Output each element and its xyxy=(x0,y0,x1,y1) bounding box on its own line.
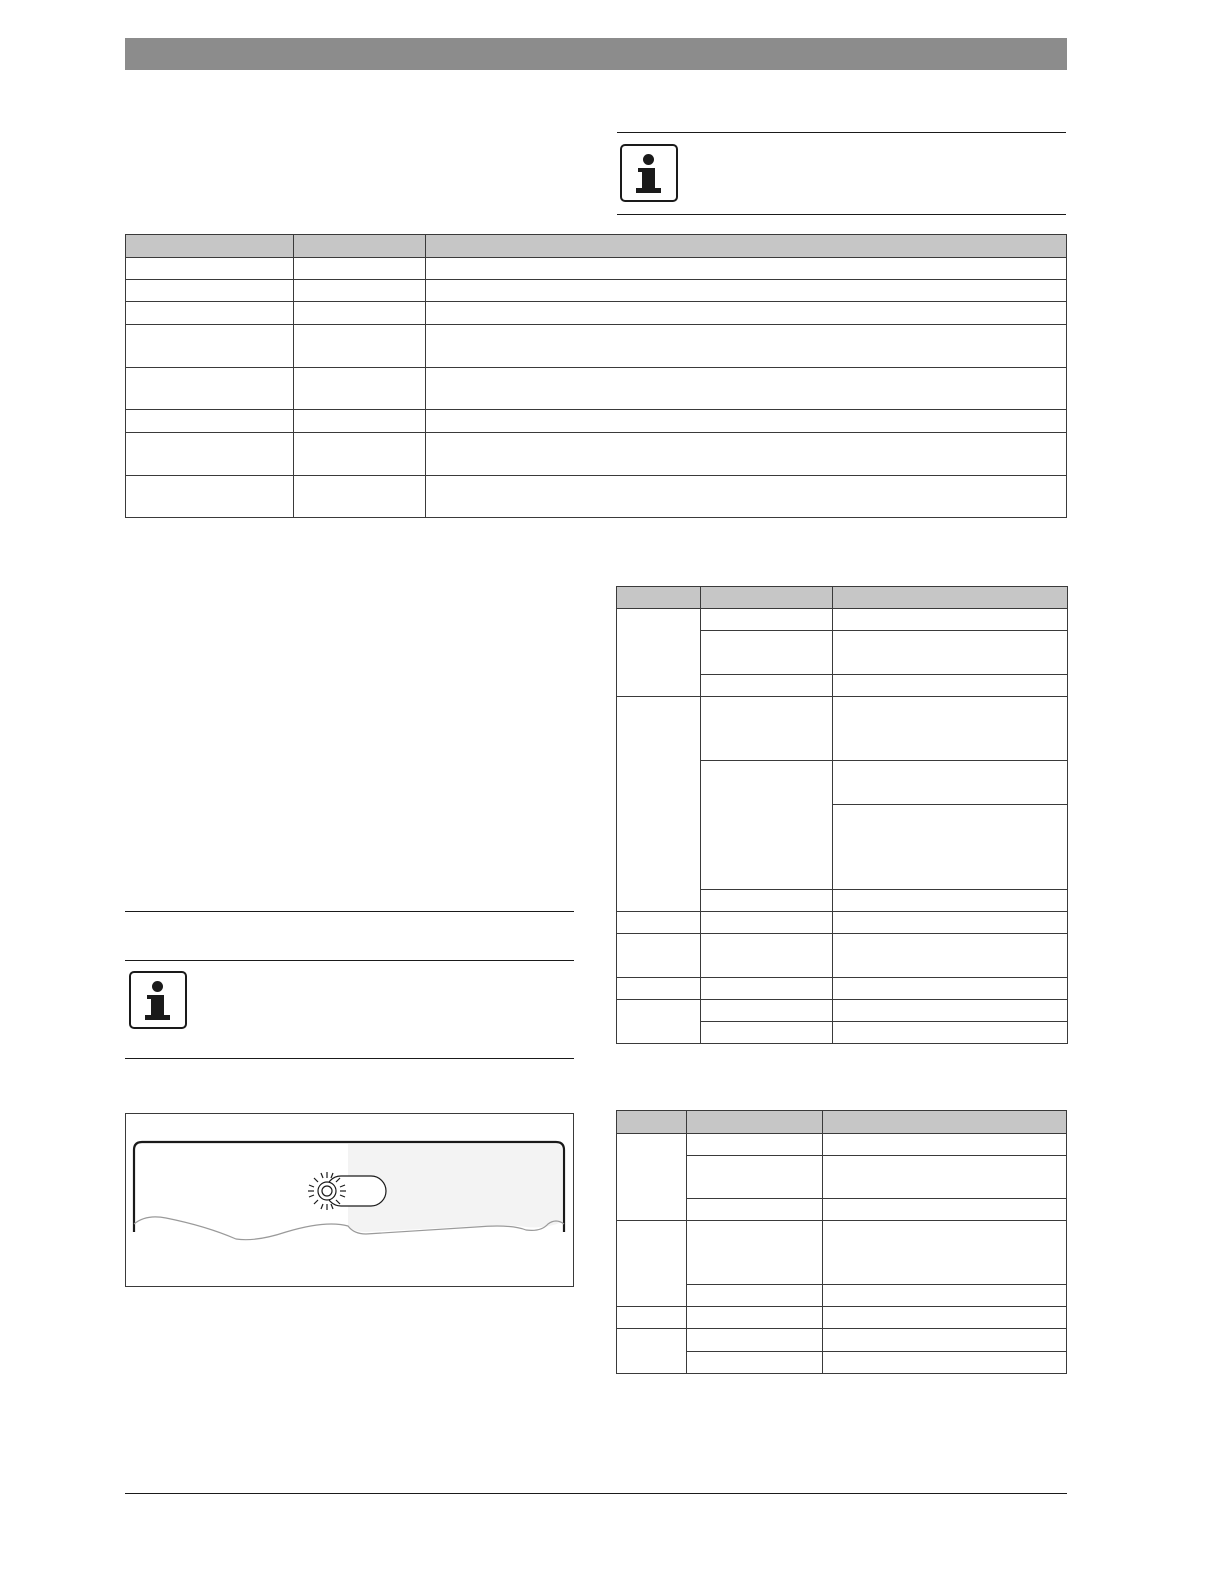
side-table-header-cell xyxy=(700,586,833,609)
table-cell xyxy=(700,608,833,631)
table-cell xyxy=(686,1284,823,1307)
table-cell xyxy=(616,977,701,1000)
notice-top-rule xyxy=(125,911,574,912)
table-cell xyxy=(125,324,294,368)
table-cell xyxy=(700,933,833,978)
table-cell xyxy=(425,367,1067,410)
table-cell xyxy=(832,630,1068,675)
table-cell xyxy=(125,279,294,302)
main-table-header-cell xyxy=(425,234,1067,258)
table-cell xyxy=(832,1021,1068,1044)
table-cell xyxy=(616,696,701,912)
notice-divider-rule xyxy=(125,960,574,961)
table-cell xyxy=(616,608,701,697)
table-cell xyxy=(832,804,1068,890)
control-panel-drawing xyxy=(126,1114,575,1288)
table-cell xyxy=(822,1284,1067,1307)
table-cell xyxy=(686,1306,823,1329)
table-cell xyxy=(700,911,833,934)
table-cell xyxy=(616,1133,687,1221)
table-cell xyxy=(293,301,426,325)
table-cell xyxy=(822,1220,1067,1285)
table-cell xyxy=(293,367,426,410)
main-table-header-cell xyxy=(293,234,426,258)
table-cell xyxy=(425,409,1067,433)
main-table-header-cell xyxy=(125,234,294,258)
table-cell xyxy=(293,257,426,280)
table-cell xyxy=(686,1155,823,1199)
table-cell xyxy=(616,1306,687,1329)
table-cell xyxy=(822,1133,1067,1156)
table-cell xyxy=(700,1021,833,1044)
table-cell xyxy=(425,324,1067,368)
table-cell xyxy=(832,696,1068,761)
table-cell xyxy=(832,933,1068,978)
side-table-header-cell xyxy=(616,1110,687,1134)
table-cell xyxy=(832,977,1068,1000)
control-panel-figure xyxy=(125,1113,574,1287)
table-cell xyxy=(425,301,1067,325)
table-cell xyxy=(700,999,833,1022)
table-cell xyxy=(125,301,294,325)
table-cell xyxy=(822,1155,1067,1199)
table-cell xyxy=(425,279,1067,302)
table-cell xyxy=(616,911,701,934)
side-table-header-cell xyxy=(616,586,701,609)
table-cell xyxy=(425,432,1067,476)
table-cell xyxy=(686,1328,823,1352)
table-cell xyxy=(832,889,1068,912)
table-cell xyxy=(616,1220,687,1307)
table-cell xyxy=(822,1328,1067,1352)
table-cell xyxy=(686,1133,823,1156)
table-cell xyxy=(616,933,701,978)
table-cell xyxy=(616,1328,687,1374)
info-icon xyxy=(129,971,187,1029)
side-table-header-cell xyxy=(686,1110,823,1134)
table-cell xyxy=(293,432,426,476)
table-cell xyxy=(832,760,1068,805)
footer-rule xyxy=(125,1493,1067,1494)
table-cell xyxy=(125,475,294,518)
table-cell xyxy=(125,367,294,410)
table-cell xyxy=(293,475,426,518)
table-cell xyxy=(700,630,833,675)
table-cell xyxy=(686,1198,823,1221)
table-cell xyxy=(700,696,833,761)
table-cell xyxy=(832,911,1068,934)
table-cell xyxy=(700,760,833,890)
table-cell xyxy=(700,674,833,697)
table-cell xyxy=(616,999,701,1044)
table-cell xyxy=(686,1220,823,1285)
side-table-header-cell xyxy=(832,586,1068,609)
info-icon xyxy=(620,144,678,202)
table-cell xyxy=(125,432,294,476)
table-cell xyxy=(822,1351,1067,1374)
table-cell xyxy=(293,279,426,302)
table-cell xyxy=(425,475,1067,518)
table-cell xyxy=(125,257,294,280)
table-cell xyxy=(832,999,1068,1022)
table-cell xyxy=(700,889,833,912)
side-table-header-cell xyxy=(822,1110,1067,1134)
table-cell xyxy=(686,1351,823,1374)
table-cell xyxy=(822,1306,1067,1329)
notice-bottom-rule xyxy=(125,1058,574,1059)
table-cell xyxy=(293,409,426,433)
table-cell xyxy=(832,674,1068,697)
notice-bottom-rule xyxy=(617,214,1066,215)
table-cell xyxy=(822,1198,1067,1221)
table-cell xyxy=(425,257,1067,280)
notice-top-rule xyxy=(617,132,1066,133)
table-cell xyxy=(700,977,833,1000)
table-cell xyxy=(293,324,426,368)
header-bar xyxy=(125,38,1067,70)
table-cell xyxy=(125,409,294,433)
table-cell xyxy=(832,608,1068,631)
